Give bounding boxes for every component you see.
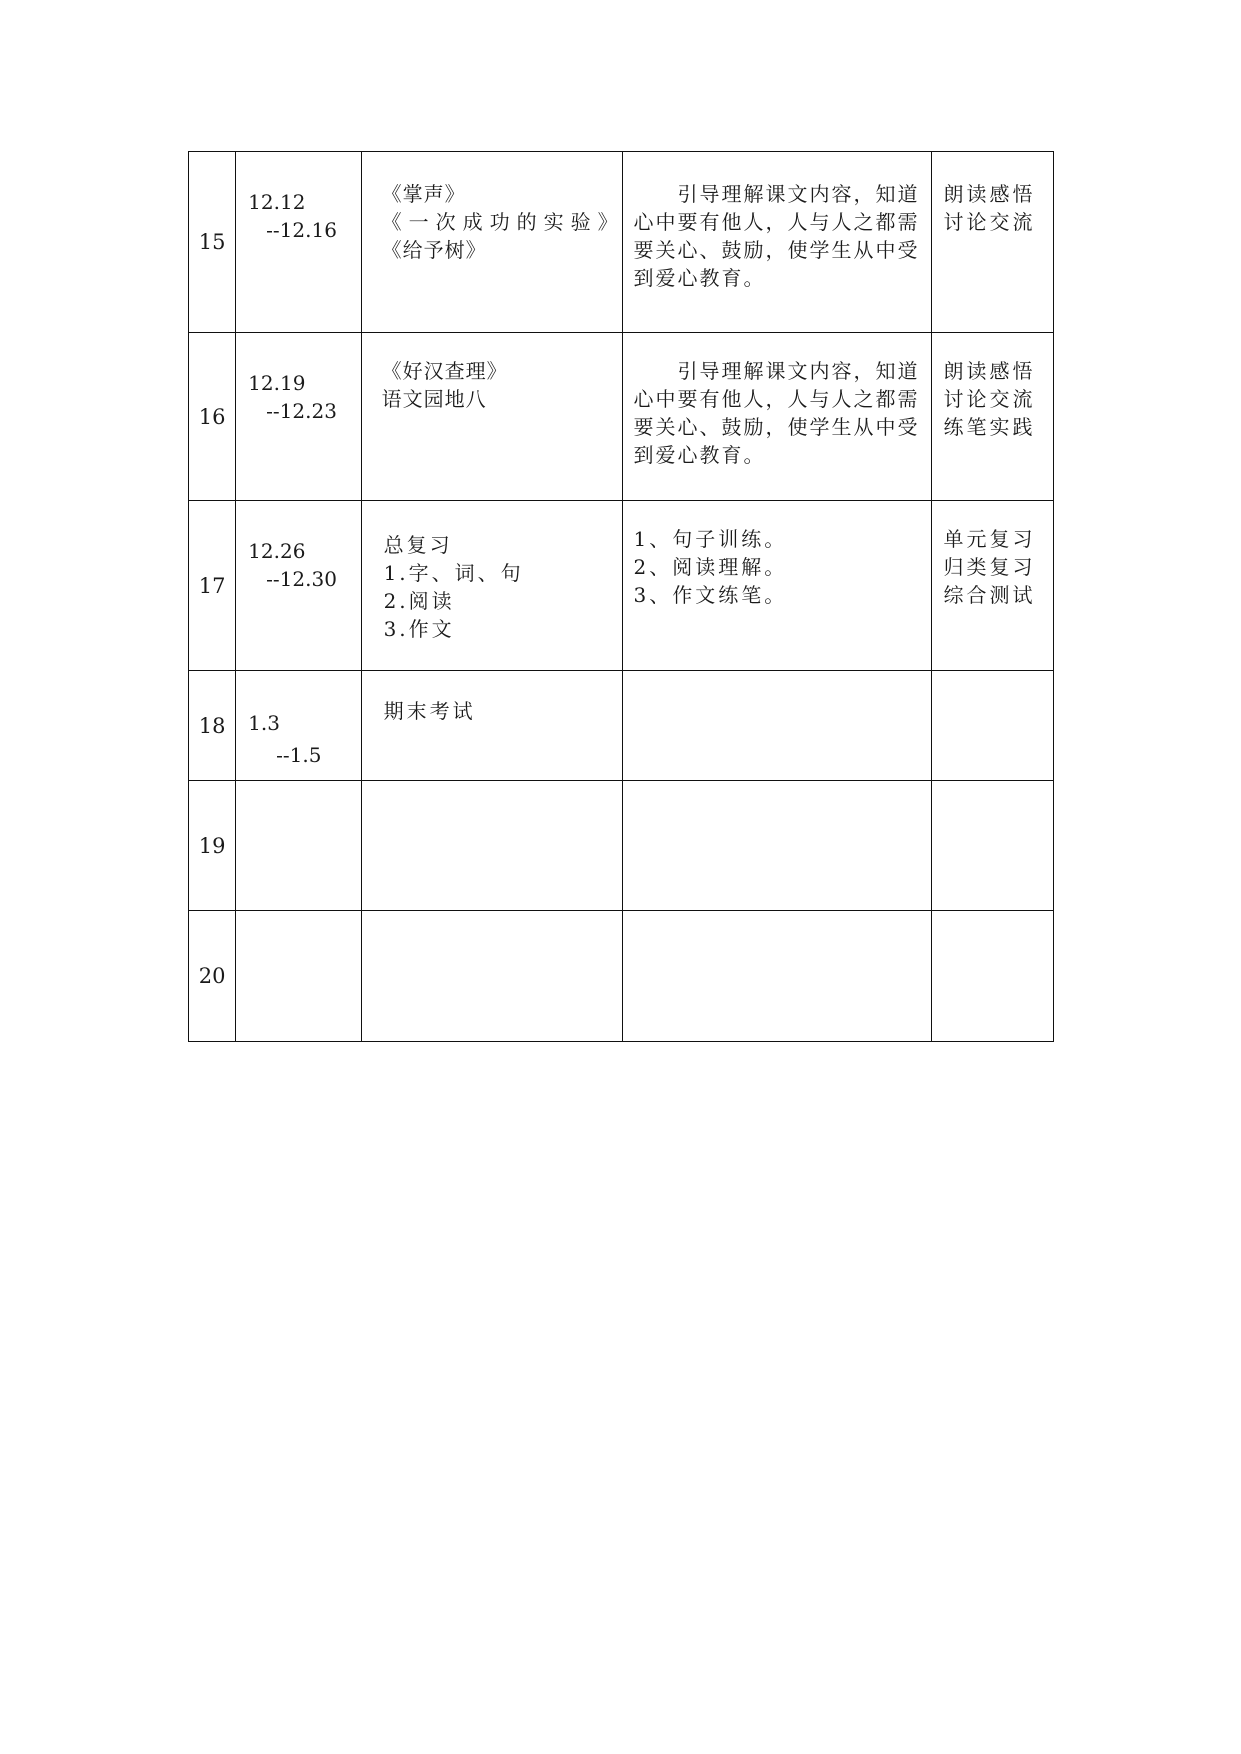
week-number: 18 xyxy=(189,671,236,781)
date-range-cell xyxy=(236,152,361,333)
topic-line: 《好汉查理》 xyxy=(381,359,508,383)
goal-text: 引导理解课文内容，知道心中要有他人，人与人之都需要关心、鼓励，使学生从中受到爱心教育。 xyxy=(633,182,920,290)
table-row xyxy=(189,333,1054,501)
topic-line: 2.阅读 xyxy=(383,589,455,613)
method-line: 归类复习 xyxy=(943,555,1036,579)
goal-text: 引导理解课文内容，知道心中要有他人，人与人之都需要关心、鼓励，使学生从中受到爱心教育。 xyxy=(633,359,920,467)
table-row xyxy=(189,671,1054,781)
goal-line: 1、句子训练。 xyxy=(633,527,788,551)
goal-cell xyxy=(623,671,931,781)
date-range-cell xyxy=(236,781,361,911)
method-line: 练笔实践 xyxy=(943,415,1036,439)
method-cell xyxy=(931,781,1053,911)
method-line: 单元复习 xyxy=(943,527,1036,551)
week-number: 20 xyxy=(189,911,236,1042)
goal-cell xyxy=(623,152,931,333)
topic-cell xyxy=(361,333,623,501)
topic-line: 3.作文 xyxy=(383,617,455,641)
table-row xyxy=(189,152,1054,333)
date-range-cell xyxy=(236,501,361,671)
goal-line: 2、阅读理解。 xyxy=(633,555,788,579)
method-line: 讨论交流 xyxy=(943,387,1036,411)
week-number: 16 xyxy=(189,333,236,501)
date-start: 1.3 xyxy=(248,711,280,735)
topic-line: 《掌声》 xyxy=(381,182,466,206)
method-cell xyxy=(931,671,1053,781)
method-cell xyxy=(931,501,1053,671)
date-end: --1.5 xyxy=(276,743,322,767)
topic-cell xyxy=(361,911,623,1042)
method-cell xyxy=(931,152,1053,333)
date-end: --12.30 xyxy=(266,567,337,591)
date-end: --12.16 xyxy=(266,218,337,242)
date-start: 12.19 xyxy=(248,371,306,395)
date-start: 12.26 xyxy=(248,539,306,563)
goal-line: 3、作文练笔。 xyxy=(633,583,788,607)
date-range-cell xyxy=(236,671,361,781)
week-number: 19 xyxy=(189,781,236,911)
method-line: 朗读感悟 xyxy=(943,182,1036,206)
table-row xyxy=(189,501,1054,671)
topic-line: 《一次成功的实验》 xyxy=(381,210,625,234)
topic-line: 《给予树》 xyxy=(381,238,487,262)
topic-line: 语文园地八 xyxy=(381,387,487,411)
topic-cell xyxy=(361,781,623,911)
method-cell xyxy=(931,333,1053,501)
method-line: 朗读感悟 xyxy=(943,359,1036,383)
topic-line: 总复习 xyxy=(383,533,453,557)
topic-line: 1.字、词、句 xyxy=(383,561,524,585)
date-end: --12.23 xyxy=(266,399,337,423)
topic-cell xyxy=(361,152,623,333)
teaching-schedule-table xyxy=(188,151,1054,1042)
table-row xyxy=(189,911,1054,1042)
goal-cell xyxy=(623,911,931,1042)
goal-cell xyxy=(623,333,931,501)
topic-line: 期末考试 xyxy=(383,699,476,723)
date-start: 12.12 xyxy=(248,190,306,214)
date-range-cell xyxy=(236,333,361,501)
week-number: 15 xyxy=(189,152,236,333)
method-line: 综合测试 xyxy=(943,583,1036,607)
date-range-cell xyxy=(236,911,361,1042)
goal-cell xyxy=(623,781,931,911)
table-row xyxy=(189,781,1054,911)
method-cell xyxy=(931,911,1053,1042)
topic-cell xyxy=(361,501,623,671)
method-line: 讨论交流 xyxy=(943,210,1036,234)
goal-cell xyxy=(623,501,931,671)
topic-cell xyxy=(361,671,623,781)
week-number: 17 xyxy=(189,501,236,671)
